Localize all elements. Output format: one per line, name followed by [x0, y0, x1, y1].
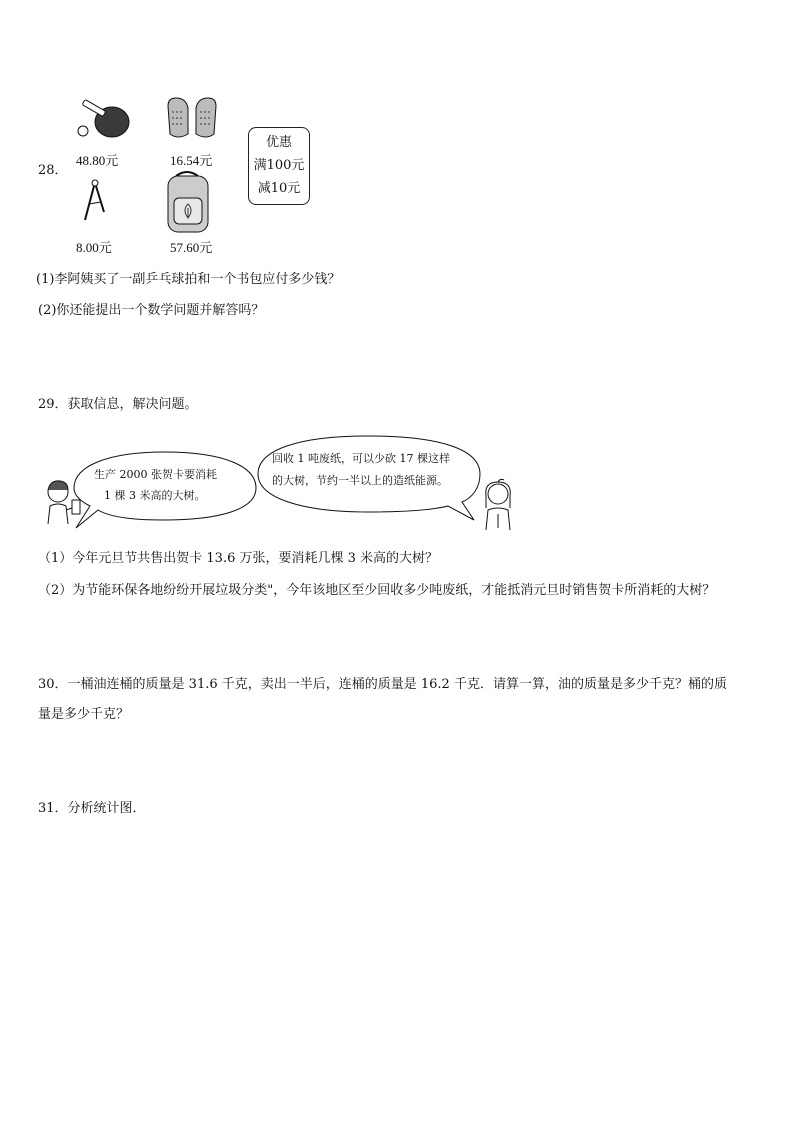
- q30-line2: 量是多少千克？: [38, 707, 130, 722]
- q29-sub2: （2）为节能环保各地纷纷开展垃圾分类"，今年该地区至少回收多少吨废纸，才能抵消元旦时销售贺卡所消耗的大树？: [38, 583, 716, 598]
- promo-box: [248, 127, 310, 205]
- promo-title: 优惠: [265, 135, 292, 150]
- q30-line1: 30．一桶油连桶的质量是 31.6 千克，卖出一半后，连桶的质量是 16.2 千克．请算一算，油的质量是多少千克？桶的质: [38, 677, 727, 692]
- price-compass: 8.00元: [76, 240, 112, 255]
- promo-line2: 减10元: [257, 181, 301, 196]
- bubble-right-line1: 回收 1 吨废纸，可以少砍 17 棵这样: [272, 452, 450, 465]
- bubble-right-line2: 的大树，节约一半以上的造纸能源。: [272, 474, 448, 487]
- ping-pong-paddle-icon: [74, 96, 132, 150]
- q29-sub1: （1）今年元旦节共售出贺卡 13.6 万张，要消耗几棵 3 米高的大树？: [38, 551, 439, 566]
- girl-icon: [476, 478, 520, 536]
- promo-line1: 满100元: [253, 158, 305, 173]
- bubble-left-line2: 1 棵 3 米高的大树。: [104, 489, 206, 502]
- compass-icon: [80, 178, 110, 228]
- price-gloves: 16.54元: [170, 153, 213, 168]
- q31-heading: 31．分析统计图．: [38, 801, 146, 816]
- q28-sub1: (1)李阿姨买了一副乒乓球拍和一个书包应付多少钱？: [36, 272, 341, 287]
- gloves-icon: [164, 96, 220, 148]
- price-backpack: 57.60元: [170, 240, 213, 255]
- backpack-icon: [160, 170, 214, 238]
- price-ping-pong: 48.80元: [76, 153, 119, 168]
- q28-sub2: (2)你还能提出一个数学问题并解答吗？: [38, 303, 265, 318]
- bubble-left-line1: 生产 2000 张贺卡要消耗: [94, 468, 217, 481]
- q29-heading: 29．获取信息，解决问题。: [38, 397, 198, 412]
- question-28-number: 28．: [38, 163, 68, 178]
